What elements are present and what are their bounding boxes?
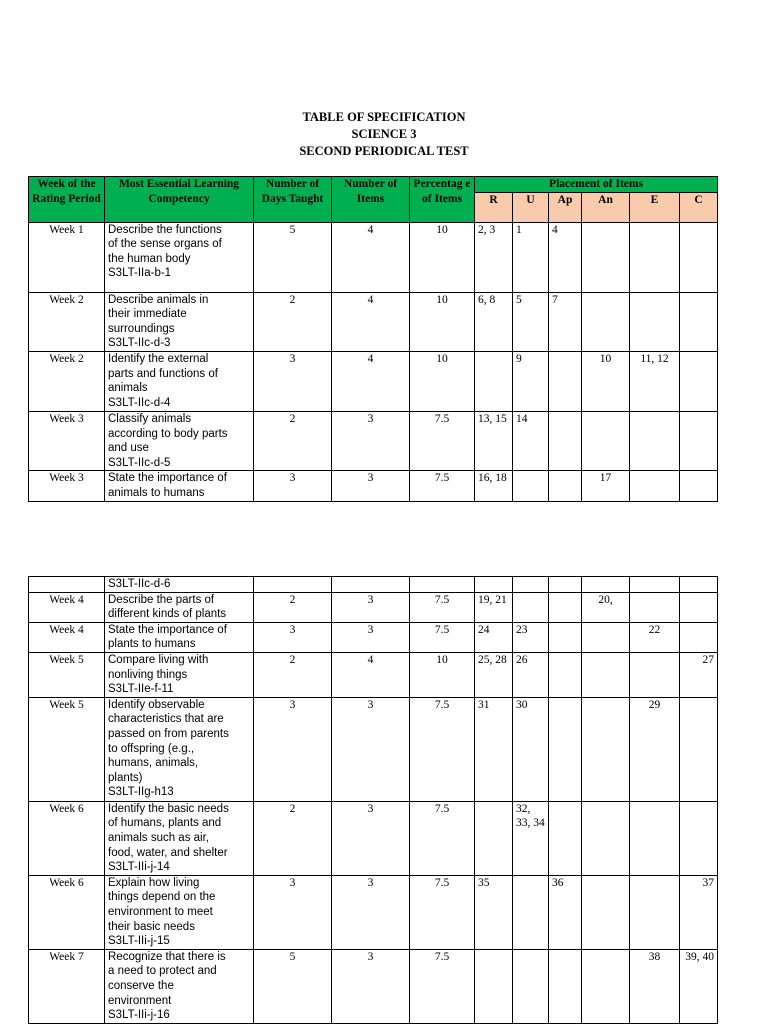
placement-e-cell [630, 222, 680, 292]
week-cell: Week 6 [29, 801, 105, 875]
items-cell: 3 [332, 471, 410, 501]
placement-ap-cell: 7 [549, 292, 582, 351]
header-week: Week of the Rating Period [29, 177, 105, 223]
days-cell: 5 [254, 949, 332, 1023]
placement-u-cell: 1 [513, 222, 549, 292]
competency-line: plants to humans [108, 638, 196, 651]
percentage-cell: 7.5 [410, 622, 475, 652]
placement-an-cell [582, 222, 630, 292]
placement-ap-cell [549, 351, 582, 411]
competency-line: S3LT-IIi-j-16 [108, 1009, 170, 1022]
percentage-cell: 10 [410, 222, 475, 292]
week-cell: Week 4 [29, 622, 105, 652]
placement-r-cell: 16, 18 [475, 471, 513, 501]
placement-ap-cell [549, 697, 582, 801]
placement-c-cell [680, 292, 718, 351]
competency-cell [105, 875, 254, 949]
placement-u-cell: 14 [513, 411, 549, 470]
competency-line: S3LT-IIe-f-11 [108, 683, 174, 696]
competency-cell [105, 351, 254, 411]
week-cell: Week 5 [29, 697, 105, 801]
header-competency: Most Essential Learning Competency [105, 177, 254, 223]
days-cell: 3 [254, 351, 332, 411]
competency-line: according to body parts [108, 427, 228, 440]
items-cell: 4 [332, 292, 410, 351]
placement-c-cell: 37 [680, 875, 718, 949]
competency-line: Identify the external [108, 352, 209, 365]
week-cell: Week 2 [29, 292, 105, 351]
placement-e-cell: 38 [630, 949, 680, 1023]
placement-an-cell [582, 411, 630, 470]
week-cell: Week 1 [29, 222, 105, 292]
percentage-cell: 7.5 [410, 592, 475, 622]
placement-r-cell: 25, 28 [475, 652, 513, 697]
placement-e-cell: 22 [630, 622, 680, 652]
competency-line: food, water, and shelter [108, 846, 228, 859]
items-cell: 3 [332, 875, 410, 949]
competency-line: of the sense organs of [108, 238, 222, 251]
days-cell: 2 [254, 801, 332, 875]
placement-c-cell [680, 222, 718, 292]
placement-c-cell [680, 471, 718, 501]
placement-an-cell [582, 292, 630, 351]
percentage-cell: 7.5 [410, 411, 475, 470]
competency-cell [105, 652, 254, 697]
competency-line: parts and functions of [108, 367, 218, 380]
days-cell: 2 [254, 592, 332, 622]
placement-e-cell [630, 801, 680, 875]
table-row [29, 471, 718, 501]
competency-line: different kinds of plants [108, 608, 227, 621]
competency-line: conserve the [108, 979, 174, 992]
items-cell [332, 577, 410, 593]
placement-an-cell [582, 652, 630, 697]
items-cell: 3 [332, 622, 410, 652]
table-row [29, 222, 718, 292]
percentage-cell: 7.5 [410, 801, 475, 875]
placement-an-cell [582, 577, 630, 593]
table-row [29, 577, 718, 593]
header-level-r: R [475, 192, 513, 222]
days-cell [254, 577, 332, 593]
placement-e-cell [630, 652, 680, 697]
competency-line: environment [108, 994, 172, 1007]
days-cell: 2 [254, 411, 332, 470]
items-cell: 3 [332, 949, 410, 1023]
competency-line: surroundings [108, 322, 175, 335]
placement-ap-cell: 36 [549, 875, 582, 949]
competency-line: Identify the basic needs [108, 802, 229, 815]
placement-e-cell: 29 [630, 697, 680, 801]
placement-an-cell [582, 622, 630, 652]
competency-cell [105, 471, 254, 501]
placement-u-cell [513, 592, 549, 622]
competency-line: things depend on the [108, 891, 216, 904]
placement-r-cell [475, 351, 513, 411]
placement-u-cell [513, 875, 549, 949]
placement-u-cell: 9 [513, 351, 549, 411]
items-cell: 3 [332, 801, 410, 875]
competency-line: Identify observable [108, 698, 205, 711]
competency-line: Explain how living [108, 876, 200, 889]
table-row [29, 697, 718, 801]
table-row [29, 652, 718, 697]
placement-an-cell [582, 697, 630, 801]
week-cell: Week 3 [29, 471, 105, 501]
days-cell: 2 [254, 652, 332, 697]
table-row [29, 949, 718, 1023]
days-cell: 3 [254, 471, 332, 501]
table-row [29, 801, 718, 875]
percentage-cell: 10 [410, 351, 475, 411]
placement-r-cell: 2, 3 [475, 222, 513, 292]
week-cell: Week 3 [29, 411, 105, 470]
competency-line: S3LT-IIc-d-5 [108, 456, 171, 469]
placement-c-cell [680, 801, 718, 875]
placement-e-cell [630, 592, 680, 622]
competency-line: of humans, plants and [108, 817, 222, 830]
placement-r-cell: 35 [475, 875, 513, 949]
placement-u-cell: 5 [513, 292, 549, 351]
percentage-cell: 10 [410, 292, 475, 351]
competency-line: animals to humans [108, 486, 205, 499]
header-level-u: U [513, 192, 549, 222]
days-cell: 3 [254, 697, 332, 801]
header-items: Number of Items [332, 177, 410, 223]
spec-table-part-2-body [29, 577, 718, 1024]
competency-line: Compare living with [108, 653, 209, 666]
competency-line: Classify animals [108, 412, 192, 425]
placement-u-cell: 30 [513, 697, 549, 801]
placement-r-cell: 19, 21 [475, 592, 513, 622]
spec-table-part-1 [28, 176, 718, 502]
percentage-cell [410, 577, 475, 593]
placement-an-cell [582, 949, 630, 1023]
competency-cell [105, 577, 254, 593]
competency-cell [105, 949, 254, 1023]
placement-an-cell [582, 801, 630, 875]
placement-r-cell [475, 577, 513, 593]
competency-line: environment to meet [108, 905, 213, 918]
placement-an-cell: 17 [582, 471, 630, 501]
placement-ap-cell [549, 801, 582, 875]
placement-e-cell: 11, 12 [630, 351, 680, 411]
header-level-ap: Ap [549, 192, 582, 222]
placement-e-cell [630, 292, 680, 351]
competency-cell [105, 592, 254, 622]
competency-line: Describe animals in [108, 293, 209, 306]
competency-line: Describe the parts of [108, 593, 215, 606]
percentage-cell: 7.5 [410, 471, 475, 501]
competency-line: S3LT-IIi-j-14 [108, 861, 170, 874]
competency-line: their basic needs [108, 920, 195, 933]
competency-line: Describe the functions [108, 223, 222, 236]
doc-subject: SCIENCE 3 [351, 127, 417, 141]
week-cell: Week 5 [29, 652, 105, 697]
placement-ap-cell [549, 622, 582, 652]
items-cell: 3 [332, 697, 410, 801]
competency-line: animals such as air, [108, 831, 209, 844]
placement-c-cell [680, 351, 718, 411]
percentage-cell: 10 [410, 652, 475, 697]
percentage-cell: 7.5 [410, 697, 475, 801]
competency-line: passed on from parents [108, 727, 229, 740]
spec-table-part-2 [28, 576, 718, 1024]
competency-line: S3LT-IIg-h13 [108, 786, 174, 799]
items-cell: 3 [332, 411, 410, 470]
items-cell: 4 [332, 351, 410, 411]
placement-c-cell [680, 622, 718, 652]
competency-cell [105, 292, 254, 351]
placement-an-cell [582, 875, 630, 949]
competency-line: S3LT-IIa-b-1 [108, 267, 172, 280]
week-cell: Week 4 [29, 592, 105, 622]
placement-e-cell [630, 471, 680, 501]
placement-c-cell [680, 592, 718, 622]
percentage-cell: 7.5 [410, 949, 475, 1023]
placement-e-cell [630, 411, 680, 470]
placement-r-cell [475, 949, 513, 1023]
competency-line: the human body [108, 252, 191, 265]
placement-u-cell [513, 577, 549, 593]
placement-ap-cell [549, 471, 582, 501]
placement-c-cell: 27 [680, 652, 718, 697]
percentage-cell: 7.5 [410, 875, 475, 949]
doc-test-name: SECOND PERIODICAL TEST [299, 144, 469, 158]
placement-an-cell: 20, [582, 592, 630, 622]
days-cell: 2 [254, 292, 332, 351]
days-cell: 3 [254, 622, 332, 652]
competency-line: S3LT-IIc-d-4 [108, 396, 171, 409]
placement-ap-cell [549, 949, 582, 1023]
competency-line: State the importance of [108, 472, 227, 485]
days-cell: 5 [254, 222, 332, 292]
competency-line: Recognize that there is [108, 950, 226, 963]
placement-r-cell: 31 [475, 697, 513, 801]
placement-r-cell: 24 [475, 622, 513, 652]
header-placement: Placement of Items [475, 177, 718, 193]
competency-line: characteristics that are [108, 713, 224, 726]
competency-cell [105, 222, 254, 292]
header-percentage: Percentag e of Items [410, 177, 475, 223]
days-cell: 3 [254, 875, 332, 949]
competency-cell [105, 697, 254, 801]
placement-u-cell [513, 471, 549, 501]
competency-line: to offspring (e.g., [108, 742, 195, 755]
competency-line: nonliving things [108, 668, 188, 681]
table-row [29, 875, 718, 949]
week-cell: Week 2 [29, 351, 105, 411]
competency-line: animals [108, 382, 148, 395]
competency-line: their immediate [108, 308, 187, 321]
table-row [29, 592, 718, 622]
doc-title: TABLE OF SPECIFICATION [302, 110, 466, 124]
header-level-e: E [630, 192, 680, 222]
placement-ap-cell [549, 652, 582, 697]
table-row [29, 292, 718, 351]
items-cell: 3 [332, 592, 410, 622]
header-level-c: C [680, 192, 718, 222]
items-cell: 4 [332, 652, 410, 697]
spec-table-part-1-body [29, 222, 718, 501]
competency-line: humans, animals, [108, 757, 199, 770]
competency-line: S3LT-IIi-j-15 [108, 935, 170, 948]
placement-r-cell: 6, 8 [475, 292, 513, 351]
competency-cell [105, 622, 254, 652]
placement-ap-cell [549, 577, 582, 593]
placement-c-cell: 39, 40 [680, 949, 718, 1023]
table-row [29, 351, 718, 411]
table-row [29, 622, 718, 652]
week-cell [29, 577, 105, 593]
competency-line: State the importance of [108, 623, 227, 636]
placement-e-cell [630, 577, 680, 593]
placement-ap-cell [549, 592, 582, 622]
placement-c-cell [680, 697, 718, 801]
competency-cell [105, 411, 254, 470]
competency-line: S3LT-IIc-d-3 [108, 337, 171, 350]
placement-r-cell [475, 801, 513, 875]
placement-ap-cell [549, 411, 582, 470]
placement-u-cell: 23 [513, 622, 549, 652]
week-cell: Week 7 [29, 949, 105, 1023]
items-cell: 4 [332, 222, 410, 292]
competency-line: and use [108, 442, 149, 455]
week-cell: Week 6 [29, 875, 105, 949]
placement-c-cell [680, 577, 718, 593]
header-level-an: An [582, 192, 630, 222]
table-row [29, 411, 718, 470]
placement-e-cell [630, 875, 680, 949]
placement-u-cell [513, 949, 549, 1023]
placement-c-cell [680, 411, 718, 470]
competency-line: plants) [108, 771, 143, 784]
competency-line: a need to protect and [108, 965, 217, 978]
competency-line: S3LT-IIc-d-6 [108, 578, 171, 590]
placement-r-cell: 13, 15 [475, 411, 513, 470]
competency-cell [105, 801, 254, 875]
placement-ap-cell: 4 [549, 222, 582, 292]
placement-u-cell: 32, 33, 34 [513, 801, 549, 875]
placement-u-cell: 26 [513, 652, 549, 697]
placement-an-cell: 10 [582, 351, 630, 411]
header-days: Number of Days Taught [254, 177, 332, 223]
